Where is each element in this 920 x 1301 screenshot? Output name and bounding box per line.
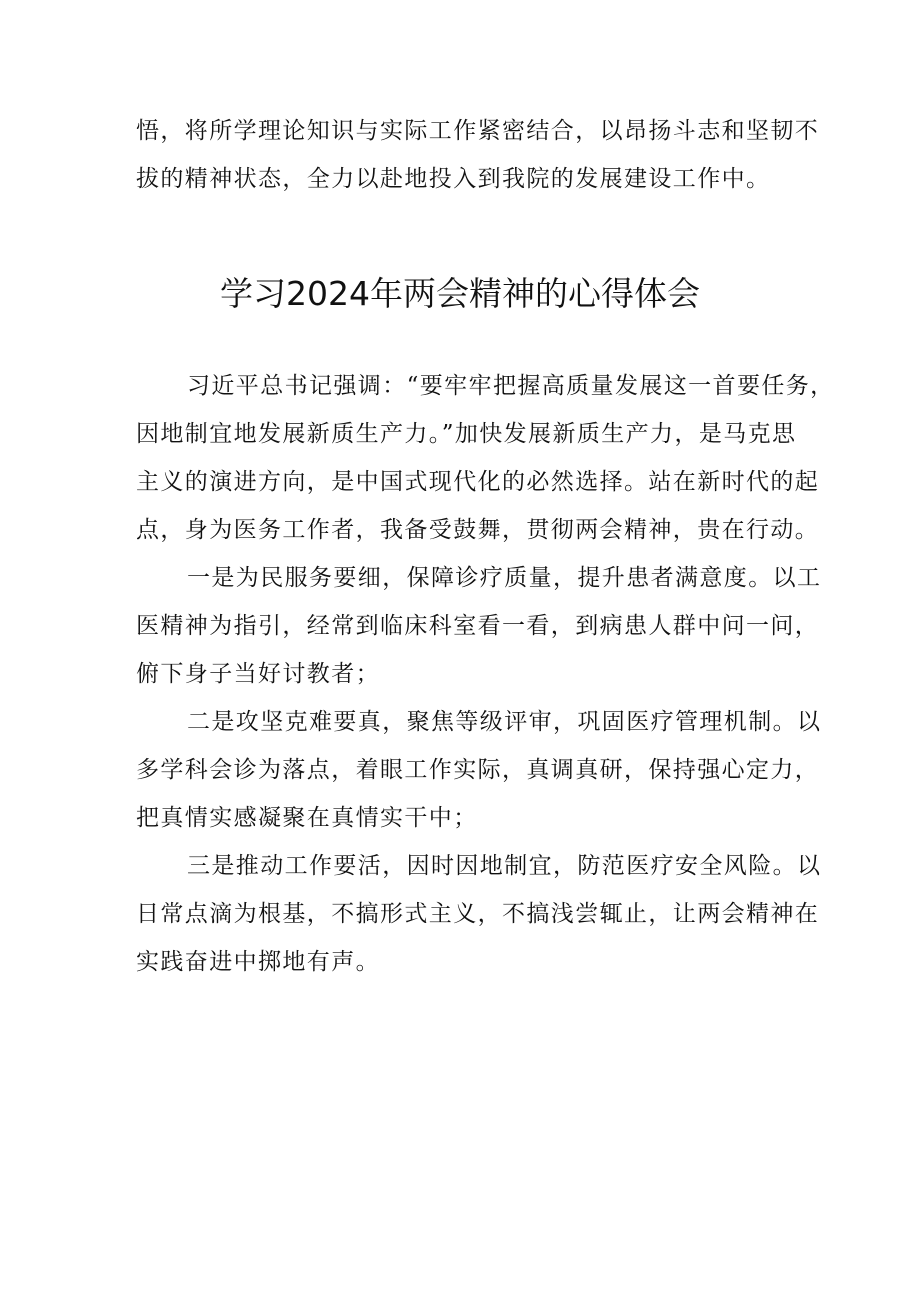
body-line-3: 主义的演进方向，是中国式现代化的必然选择。站在新时代的起	[136, 469, 820, 495]
body-line-9: 多学科会诊为落点，着眼工作实际，真调真研，保持强心定力，	[136, 757, 820, 783]
body-line-13: 实践奋进中掷地有声。	[136, 949, 380, 975]
body-line-12: 日常点滴为根基，不搞形式主义，不搞浅尝辄止，让两会精神在	[136, 901, 820, 927]
body-line-10: 把真情实感凝聚在真情实干中；	[136, 805, 478, 831]
body-line-7: 俯下身子当好讨教者；	[136, 661, 380, 687]
body-line-11: 三是推动工作要活，因时因地制宜，防范医疗安全风险。以	[187, 853, 822, 879]
body-line-5: 一是为民服务要细，保障诊疗质量，提升患者满意度。以工	[187, 565, 822, 591]
body-line-1: 习近平总书记强调：“要牢牢把握高质量发展这一首要任务，	[187, 373, 835, 399]
body-line-2: 因地制宜地发展新质生产力。”加快发展新质生产力，是马克思	[136, 421, 797, 447]
body-line-4: 点，身为医务工作者，我备受鼓舞，贯彻两会精神，贵在行动。	[136, 517, 820, 543]
body-line-6: 医精神为指引，经常到临床科室看一看，到病患人群中问一问，	[136, 613, 820, 639]
intro-line-1: 悟，将所学理论知识与实际工作紧密结合，以昂扬斗志和坚韧不	[136, 118, 820, 144]
body-line-8: 二是攻坚克难要真，聚焦等级评审，巩固医疗管理机制。以	[187, 709, 822, 735]
intro-line-2: 拔的精神状态，全力以赴地投入到我院的发展建设工作中。	[136, 166, 771, 192]
document-title: 学习2024年两会精神的心得体会	[220, 274, 700, 313]
